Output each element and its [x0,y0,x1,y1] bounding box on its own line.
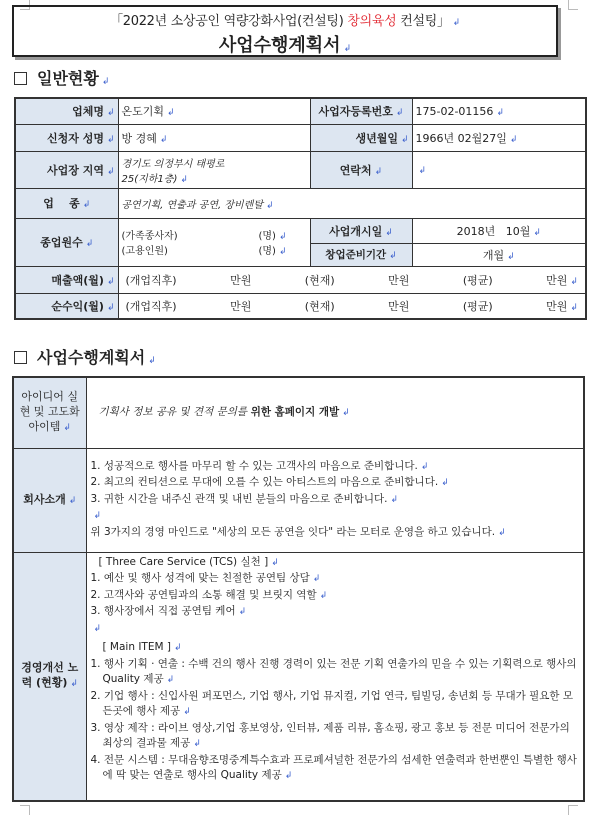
page-corner-mark [568,805,578,815]
intro-summary: 위 3가지의 경영 마인드로 "세상의 모든 공연을 잇다" 라는 모터로 운영을 하고 있습니다. ↲ [91,525,580,542]
section-heading-general: 일반현황 ↲ [14,66,109,89]
contact-label: 연락처 ↲ [310,151,412,188]
birth-label: 생년월일 ↲ [310,124,412,151]
effort-value[interactable] [86,552,584,801]
main-item: 2. 기업 행사 : 신입사원 퍼포먼스, 기업 행사, 기업 뮤지컬, 기업 연극, 팀빌딩, 송년회 등 무대가 필요한 모든곳에 행사 제공 ↲ [91,689,580,721]
title-line1: 「2022년 소상공인 역량강화사업(컨설팅) 창의육성 컨설팅」 ↲ [14,10,556,29]
birth-value[interactable]: 1966년 02월27일 ↲ [412,124,586,151]
tcs-item: 2. 고객사와 공연팀과의 소통 해결 및 브릿지 역할 ↲ [91,588,580,605]
main-item: 1. 행사 기획 · 연출 : 수백 건의 행사 진행 경력이 있는 전문 기획 연출가의 믿을 수 있는 기획력으로 행사의 Quality 제공 ↲ [91,657,580,689]
checkbox-square-icon [14,72,27,85]
contact-value[interactable] [412,151,586,188]
tcs-title: [ Three Care Service (TCS) 실천 ] ↲ [91,555,580,572]
profit-label: 순수익(월) ↲ [15,293,118,319]
tcs-item: 3. 행사장에서 직접 공연팀 케어 ↲ [91,604,580,621]
section-heading-plan: 사업수행계획서 ↲ [14,345,156,368]
employees-value[interactable]: (가족종사자) (명) ↲ (고용인원) (명) ↲ [118,218,310,266]
intro-item: 3. 귀한 시간을 내주신 관객 및 내빈 분들의 마음으로 준비합니다. ↲ [91,492,580,509]
bizno-value[interactable]: 175-02-01156 ↲ [412,98,586,124]
main-item-title: [ Main ITEM ] ↲ [91,640,580,657]
tcs-item: 1. 예산 및 행사 성격에 맞는 친절한 공연팀 상담 ↲ [91,571,580,588]
location-label: 사업장 지역 ↲ [15,151,118,188]
start-date-value[interactable]: 2018년 10월 ↲ [412,218,586,243]
company-value[interactable]: 온도기획 ↲ [118,98,310,124]
idea-label: 아이디어 실현 및 고도화 아이템 ↲ [13,377,86,448]
checkbox-square-icon [14,351,27,364]
effort-label: 경영개선 노력 (현황) ↲ [13,552,86,801]
main-item: 3. 영상 제작 : 라이브 영상,기업 홍보영상, 인터뷰, 제품 리뷰, 홈쇼핑, 광고 홍보 등 전문 미디어 전문가의 최상의 결과물 제공 ↲ [91,721,580,753]
sales-label: 매출액(월) ↲ [15,266,118,293]
profit-value[interactable]: (개업직후) 만원 (현재) 만원 (평균) 만원 ↲ [118,293,586,319]
industry-value[interactable]: 공연기획, 연출과 공연, 장비렌탈 ↲ [118,188,586,218]
general-info-table [14,97,587,320]
applicant-value[interactable]: 방 경혜 ↲ [118,124,310,151]
prep-period-value[interactable]: 개월 ↲ [412,243,586,266]
idea-value[interactable]: 기획사 정보 공유 및 견적 문의를 위한 홈페이지 개발 ↲ [86,377,584,448]
location-value[interactable]: 경기도 의정부시 태평로 25(지하1층) ↲ [118,151,310,188]
intro-label: 회사소개 ↲ [13,448,86,552]
company-label: 업체명 ↲ [15,98,118,124]
employees-label: 종업원수 ↲ [15,218,118,266]
document-title-box [12,5,558,57]
sales-value[interactable]: (개업직후) 만원 (현재) 만원 (평균) 만원 ↲ [118,266,586,293]
intro-item: 1. 성공적으로 행사를 마무리 할 수 있는 고객사의 마음으로 준비합니다. ↲ [91,459,580,476]
intro-value[interactable] [86,448,584,552]
start-date-label: 사업개시일 ↲ [310,218,412,243]
prep-period-label: 창업준비기간 ↲ [310,243,412,266]
intro-item: 2. 최고의 컨티션으로 무대에 오를 수 있는 아티스트의 마음으로 준비합니다. ↲ [91,475,580,492]
document-title: 사업수행계획서 ↲ [14,31,556,57]
industry-label: 업 종 ↲ [15,188,118,218]
page-corner-mark [20,805,30,815]
page-corner-mark [568,0,578,10]
bizno-label: 사업자등록번호 ↲ [310,98,412,124]
main-item: 4. 전문 시스템 : 무대음향조명중계특수효과 프로페셔널한 전문가의 섬세한 연출력과 한번뿐인 특별한 행사에 딱 맞는 연출로 행사의 Quality 제공 ↲ [91,753,580,785]
business-plan-table [12,376,585,802]
applicant-label: 신청자 성명 ↲ [15,124,118,151]
